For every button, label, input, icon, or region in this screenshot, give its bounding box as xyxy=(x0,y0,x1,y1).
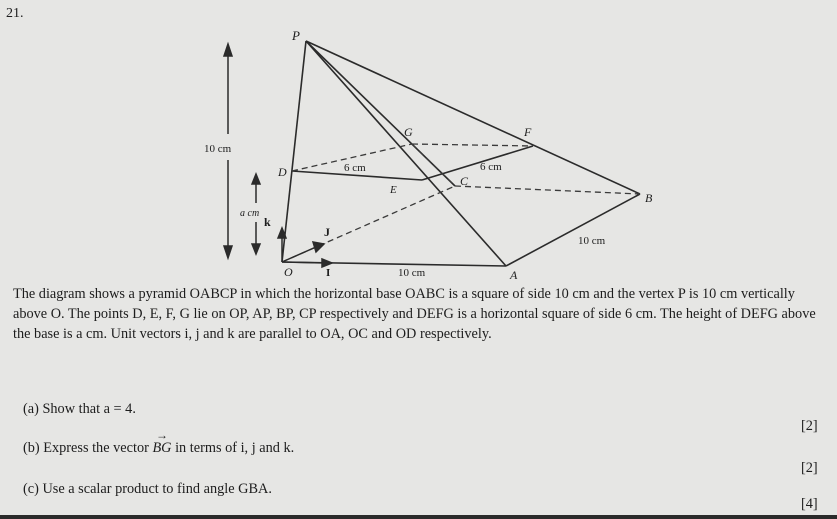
dim-OA-10cm: 10 cm xyxy=(398,267,426,279)
label-E: E xyxy=(390,184,397,196)
part-a-text: Show that a = 4. xyxy=(42,401,136,417)
part-b-label: (b) xyxy=(23,440,40,456)
question-number: 21. xyxy=(6,6,24,21)
part-b-marks: [2] xyxy=(801,460,818,476)
label-k: k xyxy=(264,215,271,229)
arrowhead-down-icon xyxy=(224,246,232,258)
label-i: I xyxy=(326,267,331,279)
part-a-marks: [2] xyxy=(801,418,818,434)
arrowhead-up-icon xyxy=(224,44,232,56)
dim-DE-6cm: 6 cm xyxy=(344,162,366,174)
part-c xyxy=(23,481,272,498)
label-C: C xyxy=(460,174,469,188)
vector-BG: → BG xyxy=(152,440,171,457)
label-D: D xyxy=(278,165,287,179)
edge-GF xyxy=(412,144,533,146)
part-b xyxy=(23,440,294,457)
edge-AB xyxy=(506,194,640,266)
edge-PC xyxy=(306,41,455,186)
part-c-label: (c) xyxy=(23,481,39,497)
part-a xyxy=(23,401,136,418)
unit-i-arrow-icon xyxy=(322,259,332,267)
unit-j-arrow-icon xyxy=(313,242,324,252)
edge-CB xyxy=(455,186,640,194)
label-P: P xyxy=(292,28,300,43)
label-G: G xyxy=(404,125,413,139)
part-a-label: (a) xyxy=(23,401,39,417)
part-b-text-before: Express the vector xyxy=(43,440,153,456)
edge-PO xyxy=(282,41,306,262)
dim-EF-6cm: 6 cm xyxy=(480,161,502,173)
edge-PA xyxy=(306,41,506,266)
label-A: A xyxy=(510,268,518,282)
part-c-marks: [4] xyxy=(801,496,818,512)
edge-EF xyxy=(422,146,533,180)
label-F: F xyxy=(524,125,532,139)
part-c-text: Use a scalar product to find angle GBA. xyxy=(42,481,272,497)
part-b-text-after: in terms of i, j and k. xyxy=(171,440,295,456)
label-j: J xyxy=(324,225,330,239)
label-B: B xyxy=(645,191,653,205)
dim-height-10cm: 10 cm xyxy=(204,143,232,155)
dim-AB-10cm: 10 cm xyxy=(578,235,606,247)
dim-a-cm: a cm xyxy=(240,208,260,219)
question-intro: The diagram shows a pyramid OABCP in which the horizontal base OABC is a square of side 10 cm and the vertex P is 10 cm vertically above O. The points D, E, F, G lie on OP, AP, BP, CP respectively and DEFG is a horizontal square of side 6 cm. The height of DEFG above the base is a cm. Unit vectors i, j and k are parallel to OA, OC and OD respectively. xyxy=(13,286,816,342)
page-bottom-edge xyxy=(0,515,837,519)
label-O: O xyxy=(284,265,293,279)
